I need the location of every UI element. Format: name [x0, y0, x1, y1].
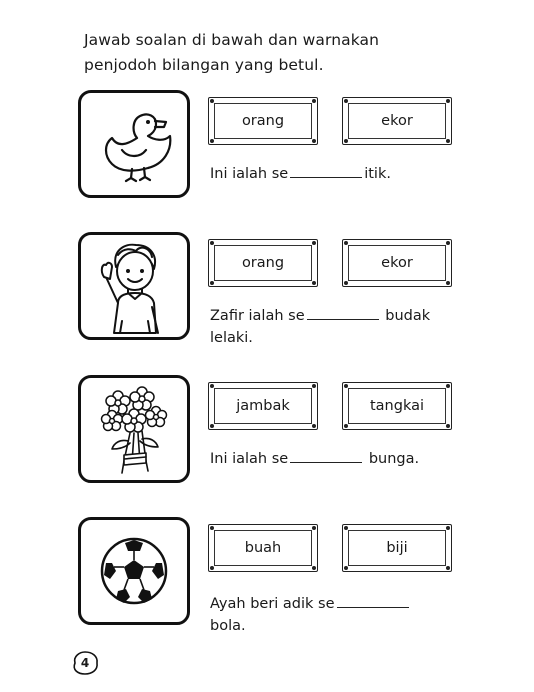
- question-sentence: [210, 448, 450, 470]
- question-2: [78, 232, 478, 347]
- question-sentence: [210, 593, 450, 637]
- page-number-text: 4: [80, 656, 90, 670]
- soccer-ball-icon: [96, 533, 172, 609]
- picture-frame: [78, 375, 190, 483]
- sentence-after: bola.: [210, 618, 246, 634]
- answer-blank[interactable]: [337, 593, 409, 608]
- option-label: orang: [214, 103, 312, 139]
- answer-blank[interactable]: [290, 448, 362, 463]
- option-label: ekor: [348, 245, 446, 281]
- option-biji[interactable]: [342, 524, 452, 572]
- picture-frame: [78, 90, 190, 198]
- sentence-after: budak lelaki.: [210, 308, 431, 346]
- question-sentence: [210, 305, 450, 349]
- sentence-after: itik.: [364, 166, 391, 182]
- picture-frame: [78, 517, 190, 625]
- question-3: [78, 375, 478, 490]
- option-label: buah: [214, 530, 312, 566]
- sentence-before: Ayah beri adik se: [210, 596, 335, 612]
- option-label: ekor: [348, 103, 446, 139]
- page-number: [70, 650, 100, 676]
- answer-blank[interactable]: [290, 163, 362, 178]
- sentence-after: bunga.: [368, 451, 420, 467]
- duck-icon: [92, 102, 176, 186]
- option-jambak[interactable]: [208, 382, 318, 430]
- option-label: biji: [348, 530, 446, 566]
- option-label: orang: [214, 245, 312, 281]
- option-tangkai[interactable]: [342, 382, 452, 430]
- option-label: tangkai: [348, 388, 446, 424]
- boy-icon: [94, 237, 174, 335]
- flower-bouquet-icon: [94, 381, 174, 477]
- sentence-before: Ini ialah se: [210, 451, 289, 467]
- option-orang[interactable]: [208, 97, 318, 145]
- option-ekor[interactable]: [342, 239, 452, 287]
- option-buah[interactable]: [208, 524, 318, 572]
- question-sentence: [210, 163, 450, 185]
- instruction-line-1: Jawab soalan di bawah dan warnakan: [84, 31, 380, 49]
- instruction-text: [84, 28, 484, 78]
- picture-frame: [78, 232, 190, 340]
- sentence-before: Ini ialah se: [210, 166, 289, 182]
- sentence-before: Zafir ialah se: [210, 308, 305, 324]
- answer-blank[interactable]: [307, 305, 379, 320]
- question-1: [78, 90, 478, 205]
- option-ekor[interactable]: [342, 97, 452, 145]
- option-label: jambak: [214, 388, 312, 424]
- instruction-line-2: penjodoh bilangan yang betul.: [84, 56, 324, 74]
- option-orang[interactable]: [208, 239, 318, 287]
- question-4: [78, 517, 478, 632]
